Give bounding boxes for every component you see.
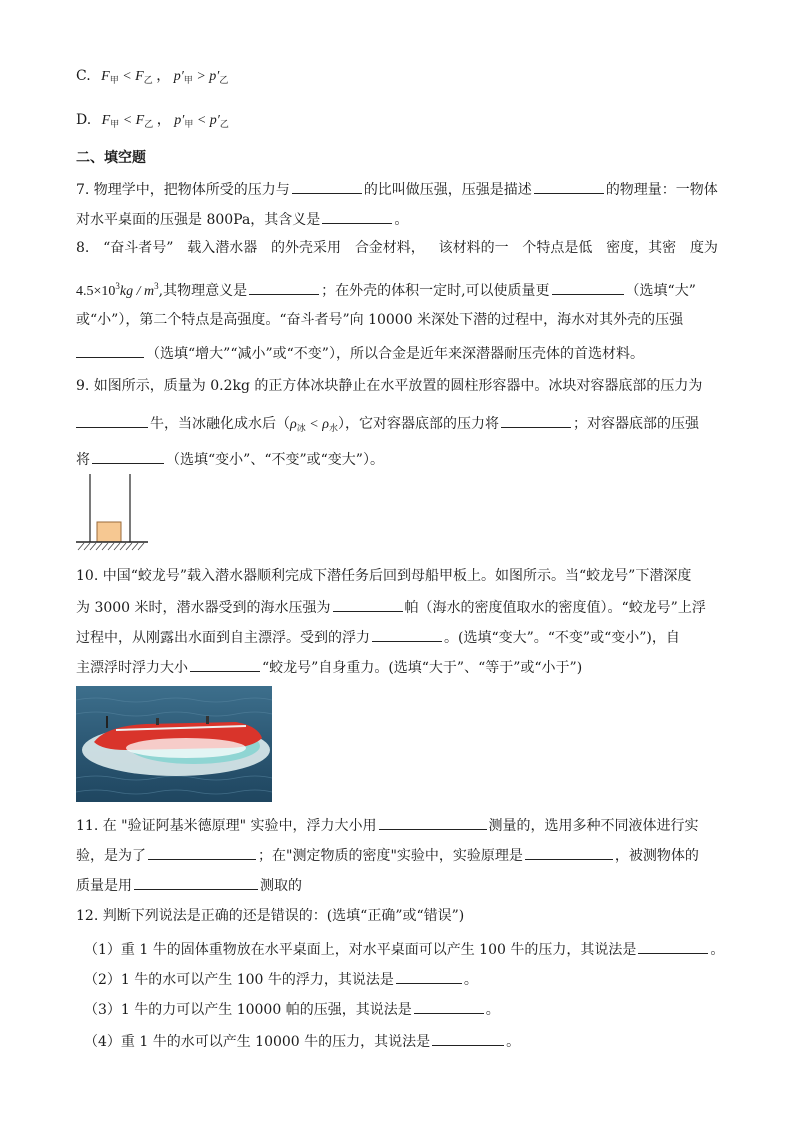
container-figure bbox=[76, 474, 148, 552]
question-12-title: 12. 判断下列说法是正确的还是错误的：(选填“正确”或“错误”) bbox=[76, 908, 465, 924]
question-9-line-3: 将 （选填“变小”、“不变”或“变大”）。 bbox=[76, 448, 384, 470]
question-10-line-2: 为 3000 米时，潜水器受到的海水压强为 帕（海水的密度值取水的密度值）。“蛟龙号”上浮 bbox=[76, 596, 706, 618]
answer-blank[interactable] bbox=[148, 844, 256, 860]
answer-blank[interactable] bbox=[432, 1030, 504, 1046]
question-7-line-1: 7. 物理学中，把物体所受的压力与 的比叫做压强，压强是描述 的物理量：一物体 bbox=[76, 178, 718, 200]
question-12-item-3: （3）1 牛的力可以产生 10000 帕的压强，其说法是 。 bbox=[84, 998, 500, 1020]
answer-blank[interactable] bbox=[372, 626, 442, 642]
answer-blank[interactable] bbox=[414, 998, 484, 1014]
mast bbox=[206, 716, 209, 724]
question-8-line-2: $4.5\times 10^3kg / m^3$,其物理意义是 ；在外壳的体积一定时,可以使质量更 （选填“大” bbox=[76, 281, 696, 299]
question-8-line-4: （选填“增大”“减小”或“不变”），所以合金是近年来深潜器耐压壳体的首选材料。 bbox=[76, 342, 644, 364]
answer-blank[interactable] bbox=[525, 844, 613, 860]
submersible-photo bbox=[76, 686, 272, 802]
answer-blank[interactable] bbox=[249, 279, 319, 295]
antenna bbox=[106, 716, 108, 728]
answer-blank[interactable] bbox=[396, 968, 462, 984]
splash bbox=[126, 738, 246, 758]
question-10-line-4: 主漂浮时浮力大小 “蛟龙号”自身重力。(选填“大于”、“等于”或“小于”) bbox=[76, 656, 582, 678]
question-9-line-1: 9. 如图所示，质量为 0.2kg 的正方体冰块静止在水平放置的圆柱形容器中。冰块对容器底部的压力为 bbox=[76, 378, 703, 394]
question-11-line-3: 质量是用 测取的 bbox=[76, 874, 302, 896]
question-10-line-3: 过程中，从刚露出水面到自主漂浮。受到的浮力 。(选填“变大”。“不变”或“变小”)，自 bbox=[76, 626, 680, 648]
question-11-line-2: 验，是为了 ；在"测定物质的密度"实验中，实验原理是 ，被测物体的 bbox=[76, 844, 699, 866]
question-9-line-2: 牛，当冰融化成水后$(\rho_冰 < \rho_水)$，它对容器底部的压力将 ；对容器底部的压强 bbox=[76, 412, 699, 438]
question-12-item-4: （4）重 1 牛的水可以产生 10000 牛的压力，其说法是 。 bbox=[84, 1030, 520, 1052]
option-d[interactable]: D. $F_甲 < F_乙$ ， $p'_甲 < p'_乙$ bbox=[76, 112, 229, 129]
question-7-line-2: 对水平桌面的压强是 800Pa，其含义是 。 bbox=[76, 208, 408, 230]
option-d-formula: $F_甲 < F_乙$ ， $p'_甲 < p'_乙$ bbox=[101, 113, 229, 129]
answer-blank[interactable] bbox=[552, 279, 624, 295]
option-c-formula: $F_甲 < F_乙$ ， $p'_甲 > p'_乙$ bbox=[101, 69, 229, 85]
density-compare: $\rho_冰 < \rho_水$ bbox=[290, 417, 338, 433]
section-title: 二、填空题 bbox=[76, 150, 146, 166]
answer-blank[interactable] bbox=[76, 412, 148, 428]
question-12-item-2: （2）1 牛的水可以产生 100 牛的浮力，其说法是 。 bbox=[84, 968, 478, 990]
option-c[interactable]: C. $F_甲 < F_乙$ ， $p'_甲 > p'_乙$ bbox=[76, 68, 229, 85]
answer-blank[interactable] bbox=[501, 412, 571, 428]
question-8-line-3: 或“小”），第二个特点是高强度。“奋斗者号”向 10000 米深处下潜的过程中，海水对其外壳的压强 bbox=[76, 312, 684, 328]
answer-blank[interactable] bbox=[379, 814, 487, 830]
answer-blank[interactable] bbox=[190, 656, 260, 672]
answer-blank[interactable] bbox=[292, 178, 362, 194]
ice-cube bbox=[97, 522, 121, 542]
answer-blank[interactable] bbox=[134, 874, 258, 890]
answer-blank[interactable] bbox=[638, 938, 708, 954]
question-11-line-1: 11. 在 "验证阿基米德原理" 实验中，浮力大小用 测量的，选用多种不同液体进行实 bbox=[76, 814, 699, 836]
question-10-line-1: 10. 中国“蛟龙号”载入潜水器顺利完成下潜任务后回到母船甲板上。如图所示。当“蛟龙号”下潜深度 bbox=[76, 568, 692, 584]
mast bbox=[156, 718, 159, 725]
answer-blank[interactable] bbox=[92, 448, 164, 464]
question-8-line-1: 8. “奋斗者号” 载入潜水器 的外壳采用 合金材料， 该材料的一 个特点是低 密度，其密 度为 bbox=[76, 240, 718, 256]
answer-blank[interactable] bbox=[76, 342, 144, 358]
answer-blank[interactable] bbox=[322, 208, 392, 224]
answer-blank[interactable] bbox=[534, 178, 604, 194]
density-value: $4.5\times 10^3kg / m^3$ bbox=[76, 281, 159, 299]
question-12-item-1: （1）重 1 牛的固体重物放在水平桌面上，对水平桌面可以产生 100 牛的压力，其说法是 。 bbox=[84, 938, 724, 960]
ground-hatching bbox=[78, 543, 144, 550]
answer-blank[interactable] bbox=[333, 596, 403, 612]
